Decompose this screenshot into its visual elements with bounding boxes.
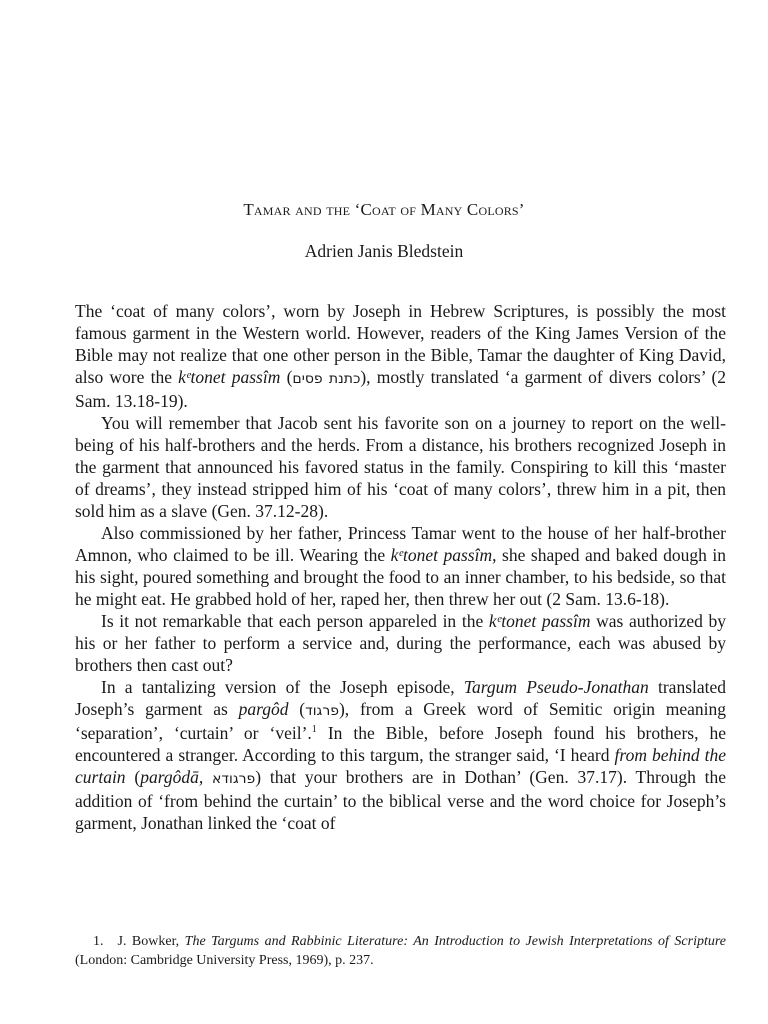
footnote-1: 1. J. Bowker, The Targums and Rabbinic Literature: An Introduction to Jewish Interpretations of Scripture (London: Cambridge University Press, 1969), p. 237. [75,934,726,968]
term-ketonet-passim: kᵉtonet passîm [488,611,591,631]
paragraph-4: Is it not remarkable that each person appareled in the kᵉtonet passîm was authorized by his or her father to perform a service and, during the performance, each was abused by brothers then cast out? [75,611,726,675]
hebrew-term: פרגודא [212,771,256,787]
article-title: Tamar and the ‘Coat of Many Colors’ [243,200,525,219]
paragraph-3: Also commissioned by her father, Princess Tamar went to the house of her half-brother Amnon, who claimed to be ill. Wearing the kᵉtonet passîm, she shaped and baked dough in his sight, poured something and brought the food to an inner chamber, to his bedside, so that he might eat. He grabbed hold of her, raped her, then threw her out (2 Sam. 13.6-18). [75,523,726,609]
targum-title: Targum Pseudo-Jonathan [463,677,649,697]
footnote-number: 1. [93,934,104,949]
paragraph-1: The ‘coat of many colors’, worn by Joseph in Hebrew Scriptures, is possibly the most famous garment in the Western world. However, readers of the King James Version of the Bible may not realize that one other person in the Bible, Tamar the daughter of King David, also wore the kᵉtonet passîm (כתנת פסים), mostly translated ‘a garment of divers colors’ (2 Sam. 13.18-19). [75,301,727,411]
term-ketonet-passim: kᵉtonet passîm [390,545,493,565]
hebrew-term: כתנת פסים [292,371,361,387]
footnote-reference[interactable]: 1 [311,724,317,736]
term-ketonet-passim: kᵉtonet passîm [178,367,281,387]
footnote-book-title: The Targums and Rabbinic Literature: An Introduction to Jewish Interpretations of Scripture [184,934,726,949]
term-pargoda: pargôdā, [140,767,204,787]
article-body [75,300,726,834]
paragraph-2: You will remember that Jacob sent his favorite son on a journey to report on the well-being of his half-brothers and the herds. From a distance, his brothers recognized Joseph in the garment that announced his favored status in the family. Conspiring to kill this ‘master of dreams’, they instead stripped him of his ‘coat of many colors’, threw him in a pit, then sold him as a slave (Gen. 37.12-28). [75,413,726,521]
author-name: Adrien Janis Bledstein [304,241,464,261]
paragraph-5: In a tantalizing version of the Joseph episode, Targum Pseudo-Jonathan translated Joseph’s garment as pargôd (פרגוד), from a Greek word of Semitic origin meaning ‘separation’, ‘curtain’ or ‘veil’.$^1$ In the Bible, before Joseph found his brothers, he encountered a stranger. According to this targum, the stranger said, ‘I heard from behind the curtain (pargôdā, פרגודא) that your brothers are in Dothan’ (Gen. 37.17). Through the addition of ‘from behind the curtain’ to the biblical verse and the word choice for Joseph’s garment, Jonathan linked the ‘coat of [75,677,727,833]
italic-phrase: from behind the curtain [75,745,727,787]
hebrew-term: פרגוד [305,703,339,719]
term-pargod: pargôd [238,699,289,719]
